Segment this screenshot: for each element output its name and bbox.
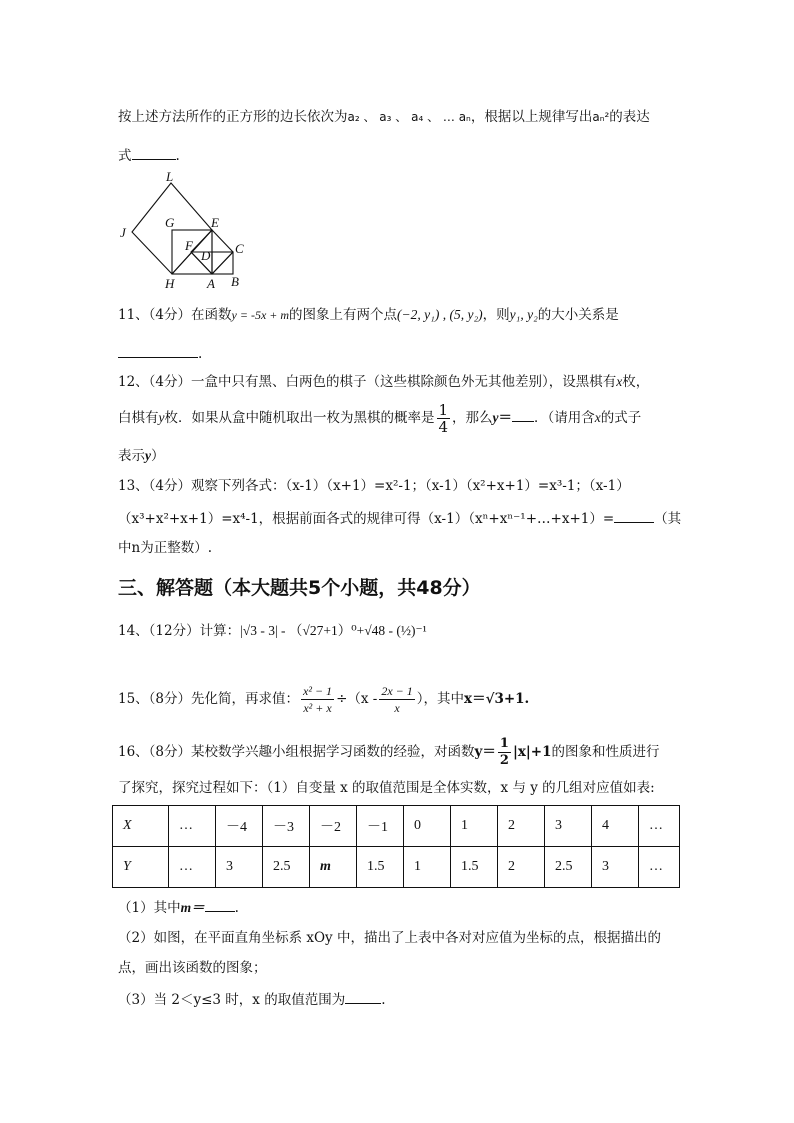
q15-fraction-1 bbox=[301, 683, 334, 716]
table-cell: … bbox=[639, 806, 680, 847]
q16-sub2-line2 bbox=[118, 958, 267, 978]
q16-sub1-text: （1）其中 bbox=[118, 900, 181, 916]
table-cell: 2 bbox=[498, 847, 545, 888]
table-row-y bbox=[113, 847, 680, 888]
q12-text-8: 表示 bbox=[118, 448, 145, 464]
label-A: A bbox=[207, 276, 215, 291]
q10-line1 bbox=[118, 107, 650, 127]
q12-text-5: ，那么 bbox=[452, 410, 493, 426]
q12-line1 bbox=[118, 372, 649, 392]
q13-text-2: （x³+x²+x+1）=x⁴-1，根据前面各式的规律可得（x-1）（xⁿ+xⁿ⁻¹+…+x+1）= bbox=[118, 511, 615, 527]
label-G: G bbox=[165, 215, 175, 230]
q13-line2 bbox=[118, 508, 681, 529]
q15-fraction-2 bbox=[379, 683, 414, 716]
table-cell: －1 bbox=[357, 806, 404, 847]
q12-var-y-2: y bbox=[492, 410, 499, 425]
value-table bbox=[112, 805, 680, 888]
table-cell: 3 bbox=[592, 847, 639, 888]
q15-frac1-den: x² + x bbox=[303, 701, 332, 715]
q15-prefix: 15、（8分）先化简，再求值： bbox=[118, 691, 300, 707]
line-ac bbox=[212, 252, 233, 274]
q16-text-3: 了探究，探究过程如下：（1）自变量 x 的取值范围是全体实数，x 与 y 的几组对应值如表: bbox=[118, 780, 655, 796]
q16-sub3-blank[interactable] bbox=[345, 989, 381, 1004]
q16-sub3 bbox=[118, 989, 386, 1010]
q16-text-2: 的图象和性质进行 bbox=[551, 744, 660, 760]
table-cell: 4 bbox=[592, 806, 639, 847]
q13-line3 bbox=[118, 538, 212, 558]
q11-text-2: ，则 bbox=[482, 307, 510, 323]
q12-text: 12、（4分）一盒中只有黑、白两色的棋子（这些棋除颜色外无其他差别），设黑棋有 bbox=[118, 374, 617, 390]
q13-answer-blank[interactable] bbox=[614, 508, 654, 523]
table-row-x bbox=[113, 806, 680, 847]
label-F: F bbox=[185, 238, 193, 253]
q14-expression: |√3 - 3| - （√27+1）⁰+√48 - (½)⁻¹ bbox=[240, 623, 427, 638]
table-cell: 3 bbox=[545, 806, 592, 847]
q12-var-y: y bbox=[158, 410, 165, 425]
q13-text: 13、（4分）观察下列各式：（x-1）（x+1）=x²-1；（x-1）（x²+x+1）=x³-1；（x-1） bbox=[118, 478, 630, 494]
table-cell: －3 bbox=[263, 806, 310, 847]
q16-text: 16、（8分）某校数学兴趣小组根据学习函数的经验，对函数 bbox=[118, 744, 475, 760]
q13-text-4: 中n为正整数）. bbox=[118, 540, 212, 556]
table-cell: 3 bbox=[216, 847, 263, 888]
table-cell: m bbox=[310, 847, 357, 888]
q11-period: . bbox=[198, 346, 203, 362]
q16-sub2-line1 bbox=[118, 928, 661, 948]
label-H: H bbox=[165, 276, 175, 291]
q12-text-9: ） bbox=[151, 448, 165, 464]
q12-line2 bbox=[118, 400, 641, 436]
q12-text-7: 的式子 bbox=[600, 410, 642, 426]
label-E: E bbox=[211, 215, 219, 230]
q10-line2 bbox=[118, 145, 180, 166]
table-cell: 2.5 bbox=[545, 847, 592, 888]
q12-eq: ＝ bbox=[498, 410, 513, 426]
q15-frac2-num: 2x − 1 bbox=[381, 684, 413, 698]
q10-sequence: a₂ 、 a₃ 、 a₄ 、 … aₙ bbox=[347, 110, 471, 124]
table-cell: … bbox=[169, 847, 216, 888]
q16-line2 bbox=[118, 778, 655, 798]
q10-text-4: 式 bbox=[118, 148, 132, 164]
label-C: C bbox=[235, 241, 244, 256]
table-cell: 1 bbox=[404, 847, 451, 888]
q12-answer-blank[interactable] bbox=[512, 407, 534, 422]
q11-line2 bbox=[118, 343, 202, 364]
q16-fraction bbox=[498, 736, 511, 769]
label-J: J bbox=[120, 225, 126, 240]
table-cell: … bbox=[639, 847, 680, 888]
q15-div: ÷（x - bbox=[336, 691, 378, 707]
table-cell: … bbox=[169, 806, 216, 847]
q15-condition: x＝√3+1. bbox=[464, 691, 530, 707]
q16-sub1 bbox=[118, 897, 239, 918]
q16-sub2-text: （2）如图，在平面直角坐标系 xOy 中，描出了上表中各对对应值为坐标的点，根据描出的 bbox=[118, 930, 661, 946]
q12-fraction bbox=[437, 402, 451, 435]
q11-line1 bbox=[118, 305, 619, 325]
q12-text-4: 枚．如果从盒中随机取出一枚为黑棋的概率是 bbox=[164, 410, 435, 426]
q10-text-2: ，根据以上规律写出 bbox=[470, 109, 593, 125]
q16-sub2-text-2: 点，画出该函数的图象； bbox=[118, 960, 267, 976]
q15-close: ），其中 bbox=[416, 691, 465, 707]
q11-text: 的图象上有两个点 bbox=[289, 307, 398, 323]
q11-function: y = -5x + m bbox=[231, 308, 290, 322]
q11-suffix: 的大小关系是 bbox=[537, 307, 619, 323]
q12-text-2: 枚， bbox=[622, 374, 650, 390]
q13-text-3: （其 bbox=[654, 511, 682, 527]
q12-var-x-2: x bbox=[594, 410, 601, 425]
q10-period: . bbox=[175, 148, 180, 164]
label-D: D bbox=[201, 248, 211, 263]
q10-text: 按上述方法所作的正方形的边长依次为 bbox=[118, 109, 348, 125]
section-heading: 三、解答题（本大题共5个小题，共48分） bbox=[118, 577, 481, 599]
q11-vars: y₁, y₂ bbox=[509, 307, 538, 322]
q15-frac1-num: x² − 1 bbox=[303, 684, 333, 698]
table-cell: X bbox=[113, 806, 169, 847]
q10-target: aₙ² bbox=[592, 110, 610, 124]
q16-frac-den: 2 bbox=[499, 753, 509, 768]
q10-answer-blank[interactable] bbox=[132, 145, 176, 160]
table-cell: 1 bbox=[451, 806, 498, 847]
q12-var-x: x bbox=[616, 374, 623, 389]
label-B: B bbox=[231, 274, 239, 289]
q16-sub1-period: . bbox=[234, 900, 239, 916]
q12-text-6: ．（请用含 bbox=[534, 410, 595, 426]
table-cell: 0 bbox=[404, 806, 451, 847]
q16-sub1-blank[interactable] bbox=[205, 897, 235, 912]
q14-line bbox=[118, 617, 427, 645]
table-cell: 1.5 bbox=[451, 847, 498, 888]
q16-func-rest: |x|+1 bbox=[512, 744, 552, 760]
q11-answer-blank[interactable] bbox=[118, 343, 198, 358]
q12-line3 bbox=[118, 446, 165, 466]
q16-line1 bbox=[118, 734, 660, 770]
q14-prefix: 14、（12分）计算： bbox=[118, 623, 241, 639]
table-cell: 1.5 bbox=[357, 847, 404, 888]
q12-frac-den: 4 bbox=[438, 418, 449, 436]
q16-sub3-period: . bbox=[381, 992, 386, 1008]
q15-frac2-den: x bbox=[394, 701, 400, 715]
q11-prefix: 11、（4分）在函数 bbox=[118, 307, 232, 323]
q12-text-3: 白棋有 bbox=[118, 410, 159, 426]
q10-text-3: 的表达 bbox=[609, 109, 650, 125]
table-cell: Y bbox=[113, 847, 169, 888]
q16-sub1-m: m＝ bbox=[180, 900, 205, 915]
q13-line1 bbox=[118, 476, 630, 496]
q12-var-y-3: y bbox=[145, 448, 151, 463]
q16-func-y: y＝ bbox=[474, 744, 496, 760]
q16-sub3-text: （3）当 2＜y≤3 时，x 的取值范围为 bbox=[118, 992, 346, 1008]
table-cell: －4 bbox=[216, 806, 263, 847]
label-L: L bbox=[166, 170, 174, 184]
q16-frac-num: 1 bbox=[499, 736, 509, 751]
q11-points: (−2, y₁) , (5, y₂) bbox=[397, 307, 483, 322]
q15-line bbox=[118, 680, 529, 718]
table-cell: 2.5 bbox=[263, 847, 310, 888]
table-cell: －2 bbox=[310, 806, 357, 847]
table-cell: 2 bbox=[498, 806, 545, 847]
geometry-figure bbox=[115, 170, 265, 295]
q12-frac-num: 1 bbox=[438, 401, 449, 419]
